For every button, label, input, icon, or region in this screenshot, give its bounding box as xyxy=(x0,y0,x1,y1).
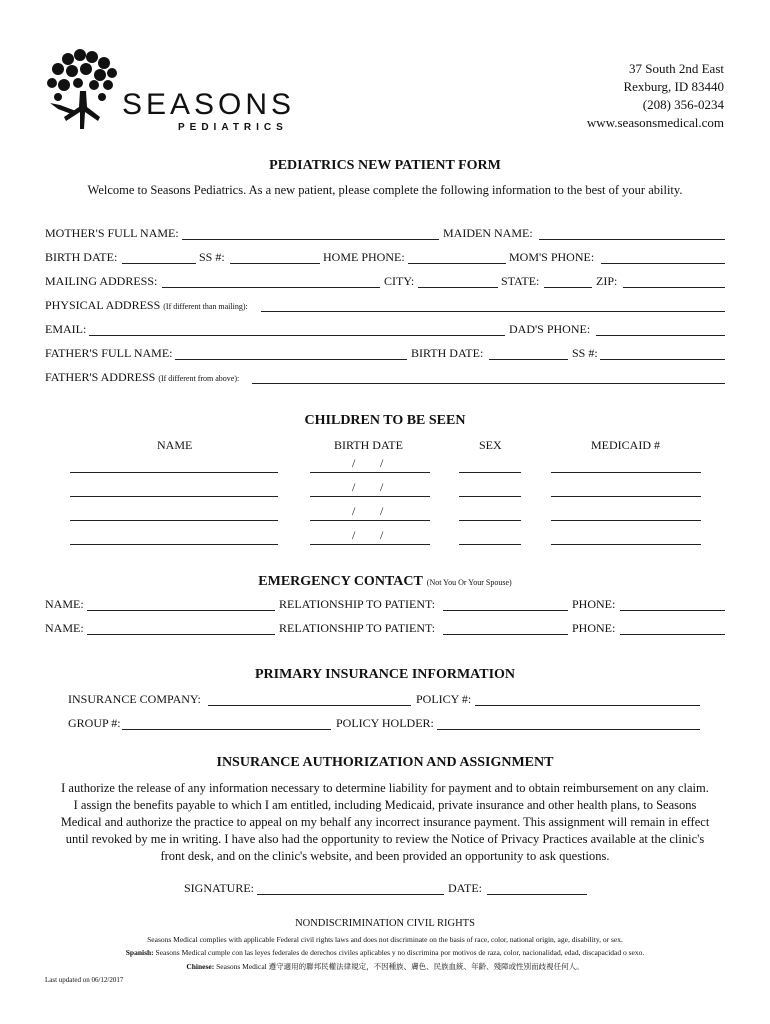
emergency-phone-label: PHONE: xyxy=(572,597,616,611)
father-address-field[interactable] xyxy=(252,383,725,384)
ss-label: SS #: xyxy=(199,250,225,264)
date-slash: / xyxy=(352,528,356,542)
dads-phone-label: DAD'S PHONE: xyxy=(509,322,591,336)
date-slash: / xyxy=(380,504,384,518)
father-birth-date-label: BIRTH DATE: xyxy=(411,346,484,360)
child-birth-field[interactable] xyxy=(310,496,430,497)
moms-phone-label: MOM'S PHONE: xyxy=(509,250,595,264)
emergency-relationship-label: RELATIONSHIP TO PATIENT: xyxy=(279,597,436,611)
logo xyxy=(40,45,310,135)
emergency-relationship-field[interactable] xyxy=(443,634,568,635)
children-col-birth: BIRTH DATE xyxy=(334,438,403,452)
child-sex-field[interactable] xyxy=(459,472,521,473)
dads-phone-field[interactable] xyxy=(596,335,725,336)
birth-date-label: BIRTH DATE: xyxy=(45,250,118,264)
father-address-label: FATHER'S ADDRESS (If different from above): xyxy=(45,370,240,384)
policy-number-field[interactable] xyxy=(475,705,700,706)
physical-address-field[interactable] xyxy=(261,311,725,312)
physical-address-note: (If different than mailing): xyxy=(163,302,248,311)
father-birth-date-field[interactable] xyxy=(489,359,568,360)
emergency-name-field[interactable] xyxy=(87,610,275,611)
clinic-address xyxy=(587,60,724,132)
emergency-title: EMERGENCY CONTACT (Not You Or Your Spouse) xyxy=(258,574,512,589)
zip-label: ZIP: xyxy=(596,274,618,288)
date-slash: / xyxy=(380,456,384,470)
child-sex-field[interactable] xyxy=(459,520,521,521)
children-col-name: NAME xyxy=(157,438,193,452)
child-birth-field[interactable] xyxy=(310,544,430,545)
child-birth-field[interactable] xyxy=(310,520,430,521)
address-phone: (208) 356-0234 xyxy=(642,97,724,112)
form-title: PEDIATRICS NEW PATIENT FORM xyxy=(269,158,501,173)
father-name-field[interactable] xyxy=(175,359,407,360)
father-ss-label: SS #: xyxy=(572,346,598,360)
insurance-company-field[interactable] xyxy=(208,705,411,706)
father-name-label: FATHER'S FULL NAME: xyxy=(45,346,173,360)
insurance-title: PRIMARY INSURANCE INFORMATION xyxy=(254,667,516,682)
authorization-title: INSURANCE AUTHORIZATION AND ASSIGNMENT xyxy=(216,755,554,770)
policy-holder-label: POLICY HOLDER: xyxy=(336,716,434,730)
state-field[interactable] xyxy=(544,287,592,288)
group-number-label: GROUP #: xyxy=(68,716,121,730)
moms-phone-field[interactable] xyxy=(601,263,725,264)
date-slash: / xyxy=(352,456,356,470)
nondiscrimination-chinese: Chinese: Seasons Medical 遵守適用的聯邦民權法律規定，不因種族、膚色、民族血統、年齡、殘障或性別而歧視任何人。 xyxy=(186,962,584,971)
authorization-text: I authorize the release of any information necessary to determine liability for payment and to obtain reimbursement on any claim. I assign the benefits payable to which I am entitled, including Medicaid, private insurance and other health plans, to Seasons Medical and authorize the practice to appeal on my behalf any incorrect insurance payment. This assignment will remain in effect until revoked by me in writing. I have also had the opportunity to review the Notice of Privacy Practices available at the clinic's front desk, and on the clinic's website, and been provided an opportunity to ask questions. xyxy=(60,781,710,863)
emergency-name-label: NAME: xyxy=(45,621,84,635)
date-slash: / xyxy=(352,504,356,518)
welcome-text: Welcome to Seasons Pediatrics. As a new patient, please complete the following information to the best of your ability. xyxy=(87,183,683,197)
maiden-name-field[interactable] xyxy=(539,239,725,240)
nondiscrimination-spanish: Spanish: Seasons Medical cumple con las leyes federales de derechos civiles aplicables y no discrimina por motivos de raza, color, nacionalidad, edad, discapacidad o sexo. xyxy=(125,948,645,957)
physical-address-label: PHYSICAL ADDRESS (If different than mailing): xyxy=(45,298,248,312)
city-label: CITY: xyxy=(384,274,415,288)
nondiscrimination-title: NONDISCRIMINATION CIVIL RIGHTS xyxy=(295,918,475,929)
city-field[interactable] xyxy=(418,287,498,288)
address-website[interactable]: www.seasonsmedical.com xyxy=(586,115,724,130)
emergency-phone-label: PHONE: xyxy=(572,621,616,635)
group-number-field[interactable] xyxy=(122,729,331,730)
date-slash: / xyxy=(352,480,356,494)
child-sex-field[interactable] xyxy=(459,544,521,545)
emergency-phone-field[interactable] xyxy=(620,634,725,635)
child-name-field[interactable] xyxy=(70,544,278,545)
last-updated: Last updated on 06/12/2017 xyxy=(45,976,124,984)
date-slash: / xyxy=(380,528,384,542)
nondiscrimination-english: Seasons Medical complies with applicable Federal civil rights laws and does not discriminate on the basis of race, color, national origin, age, disability, or sex. xyxy=(147,935,623,944)
zip-field[interactable] xyxy=(623,287,725,288)
child-name-field[interactable] xyxy=(70,472,278,473)
mother-name-field[interactable] xyxy=(182,239,439,240)
emergency-relationship-field[interactable] xyxy=(443,610,568,611)
date-slash: / xyxy=(380,480,384,494)
child-name-field[interactable] xyxy=(70,520,278,521)
policy-holder-field[interactable] xyxy=(437,729,700,730)
child-medicaid-field[interactable] xyxy=(551,544,701,545)
mother-name-label: MOTHER'S FULL NAME: xyxy=(45,226,179,240)
address-street: 37 South 2nd East xyxy=(629,61,724,76)
state-label: STATE: xyxy=(501,274,540,288)
father-address-note: (If different from above): xyxy=(158,374,240,383)
tree-icon xyxy=(40,45,130,135)
insurance-company-label: INSURANCE COMPANY: xyxy=(68,692,201,706)
emergency-relationship-label: RELATIONSHIP TO PATIENT: xyxy=(279,621,436,635)
child-medicaid-field[interactable] xyxy=(551,496,701,497)
birth-date-field[interactable] xyxy=(122,263,196,264)
date-field[interactable] xyxy=(487,894,587,895)
emergency-name-field[interactable] xyxy=(87,634,275,635)
child-medicaid-field[interactable] xyxy=(551,520,701,521)
address-city: Rexburg, ID 83440 xyxy=(623,79,724,94)
children-title: CHILDREN TO BE SEEN xyxy=(304,413,466,428)
policy-number-label: POLICY #: xyxy=(416,692,472,706)
child-sex-field[interactable] xyxy=(459,496,521,497)
home-phone-label: HOME PHONE: xyxy=(323,250,405,264)
emergency-phone-field[interactable] xyxy=(620,610,725,611)
date-label: DATE: xyxy=(448,881,482,895)
mailing-address-field[interactable] xyxy=(162,287,380,288)
father-ss-field[interactable] xyxy=(600,359,725,360)
mailing-address-label: MAILING ADDRESS: xyxy=(45,274,158,288)
email-label: EMAIL: xyxy=(45,322,87,336)
children-col-sex: SEX xyxy=(479,438,502,452)
logo-name: SEASONS xyxy=(122,88,296,121)
emergency-name-label: NAME: xyxy=(45,597,84,611)
signature-field[interactable] xyxy=(257,894,444,895)
maiden-name-label: MAIDEN NAME: xyxy=(443,226,533,240)
email-field[interactable] xyxy=(89,335,505,336)
signature-label: SIGNATURE: xyxy=(184,881,255,895)
child-name-field[interactable] xyxy=(70,496,278,497)
child-medicaid-field[interactable] xyxy=(551,472,701,473)
home-phone-field[interactable] xyxy=(408,263,506,264)
ss-field[interactable] xyxy=(230,263,320,264)
children-col-medicaid: MEDICAID # xyxy=(591,438,660,452)
emergency-note: (Not You Or Your Spouse) xyxy=(426,578,512,587)
child-birth-field[interactable] xyxy=(310,472,430,473)
logo-subtitle: PEDIATRICS xyxy=(178,122,288,133)
